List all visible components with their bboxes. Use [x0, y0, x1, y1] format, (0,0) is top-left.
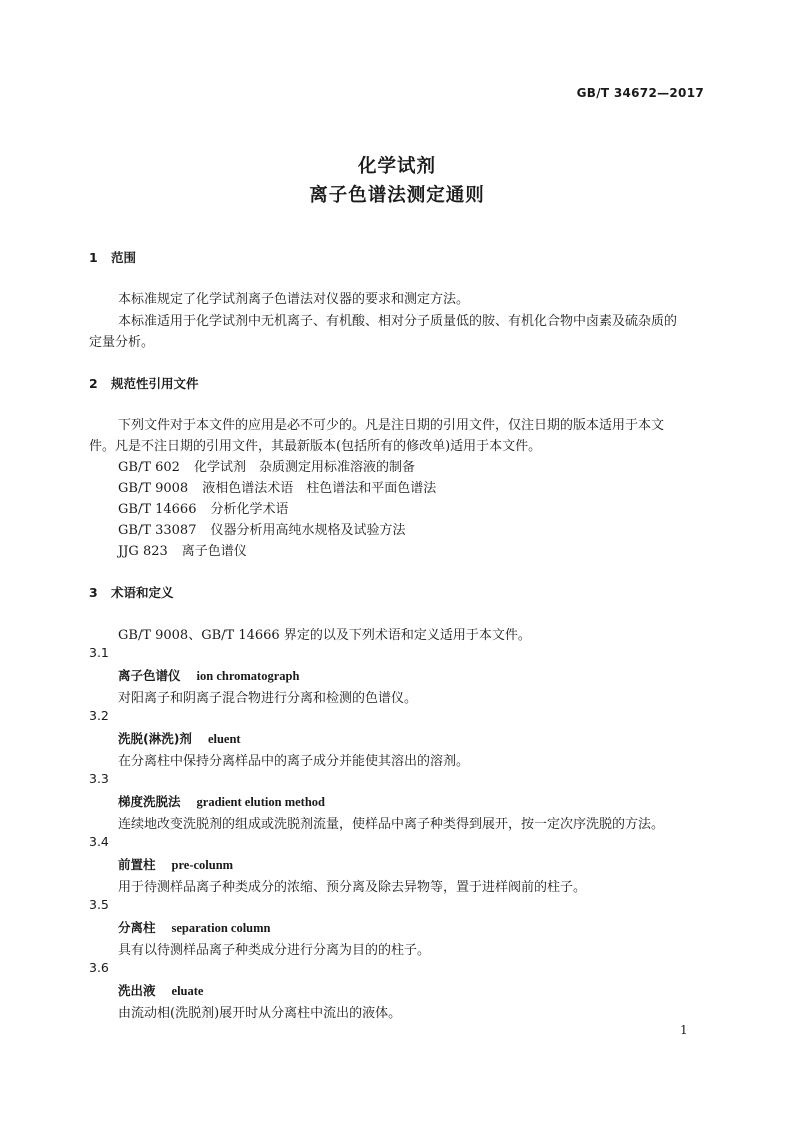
term-number: 3.1 [89, 645, 109, 660]
term-name-zh: 梯度洗脱法 [118, 794, 181, 809]
term-definition: 用于待测样品离子种类成分的浓缩、预分离及除去异物等，置于进样阀前的柱子。 [118, 880, 587, 895]
reference-item [118, 498, 289, 517]
term-name [118, 792, 325, 810]
term-name [118, 981, 203, 999]
term-name [118, 666, 299, 684]
term-name-zh: 分离柱 [118, 920, 156, 935]
term-name-zh: 洗脱(淋洗)剂 [118, 731, 192, 746]
term-definition: 在分离柱中保持分离样品中的离子成分并能使其溶出的溶剂。 [118, 754, 470, 769]
reference-code: GB/T 14666 [118, 502, 197, 517]
term-name-zh: 离子色谱仪 [118, 668, 181, 683]
reference-code: GB/T 33087 [118, 523, 197, 538]
page-number: 1 [680, 1023, 688, 1037]
reference-item [118, 540, 247, 559]
section-number: 3 [89, 585, 98, 600]
reference-title: 液相色谱法术语 柱色谱法和平面色谱法 [202, 481, 437, 496]
reference-item [118, 477, 436, 496]
section-heading-normative-references [89, 374, 199, 392]
scope-paragraph-1: 本标准规定了化学试剂离子色谱法对仪器的要求和测定方法。 [118, 292, 470, 307]
term-name [118, 918, 270, 936]
term-name-en: ion chromatograph [196, 669, 300, 683]
terms-intro: GB/T 9008、GB/T 14666 界定的以及下列术语和定义适用于本文件。 [118, 628, 531, 643]
section-number: 2 [89, 376, 98, 391]
term-name-en: separation column [171, 921, 271, 935]
term-name [118, 855, 233, 873]
term-definition: 由流动相(洗脱剂)展开时从分离柱中流出的液体。 [118, 1006, 402, 1021]
reference-code: GB/T 602 [118, 460, 180, 475]
term-number: 3.6 [89, 960, 109, 975]
section-title: 规范性引用文件 [111, 376, 199, 391]
reference-title: 离子色谱仪 [181, 544, 247, 559]
term-name-zh: 前置柱 [118, 857, 156, 872]
references-paragraph-line2: 件。凡是不注日期的引用文件，其最新版本(包括所有的修改单)适用于本文件。 [89, 439, 542, 454]
document-title-line1: 化学试剂 [357, 156, 436, 177]
standard-code: GB/T 34672—2017 [576, 86, 704, 100]
section-heading-scope [89, 248, 136, 266]
reference-item [118, 456, 415, 475]
reference-item [118, 519, 406, 538]
section-title: 术语和定义 [111, 585, 174, 600]
term-name-en: eluent [207, 732, 241, 746]
section-title: 范围 [111, 250, 137, 265]
term-number: 3.2 [89, 708, 109, 723]
section-number: 1 [89, 250, 98, 265]
term-definition: 具有以待测样品离子种类成分进行分离为目的的柱子。 [118, 943, 431, 958]
document-title-line2: 离子色谱法测定通则 [309, 185, 485, 206]
term-name-en: gradient elution method [196, 795, 325, 809]
scope-paragraph-2-line2: 定量分析。 [89, 335, 155, 350]
term-number: 3.3 [89, 771, 109, 786]
term-name-en: eluate [171, 984, 204, 998]
references-paragraph-line1: 下列文件对于本文件的应用是必不可少的。凡是注日期的引用文件，仅注日期的版本适用于本文 [118, 418, 665, 433]
reference-title: 仪器分析用高纯水规格及试验方法 [210, 523, 406, 538]
section-heading-terms-and-definitions [89, 583, 174, 601]
term-definition: 对阳离子和阴离子混合物进行分离和检测的色谱仪。 [118, 691, 418, 706]
term-definition: 连续地改变洗脱剂的组成或洗脱剂流量，使样品中离子种类得到展开，按一定次序洗脱的方法。 [118, 817, 665, 832]
term-number: 3.5 [89, 897, 109, 912]
reference-code: JJG 823 [118, 544, 168, 559]
reference-title: 化学试剂 杂质测定用标准溶液的制备 [193, 460, 415, 475]
term-name-en: pre-colunm [171, 858, 234, 872]
term-number: 3.4 [89, 834, 109, 849]
reference-code: GB/T 9008 [118, 481, 189, 496]
scope-paragraph-2-line1: 本标准适用于化学试剂中无机离子、有机酸、相对分子质量低的胺、有机化合物中卤素及硫杂质的 [118, 314, 678, 329]
term-name [118, 729, 241, 747]
term-name-zh: 洗出液 [118, 983, 156, 998]
reference-title: 分析化学术语 [210, 502, 289, 517]
